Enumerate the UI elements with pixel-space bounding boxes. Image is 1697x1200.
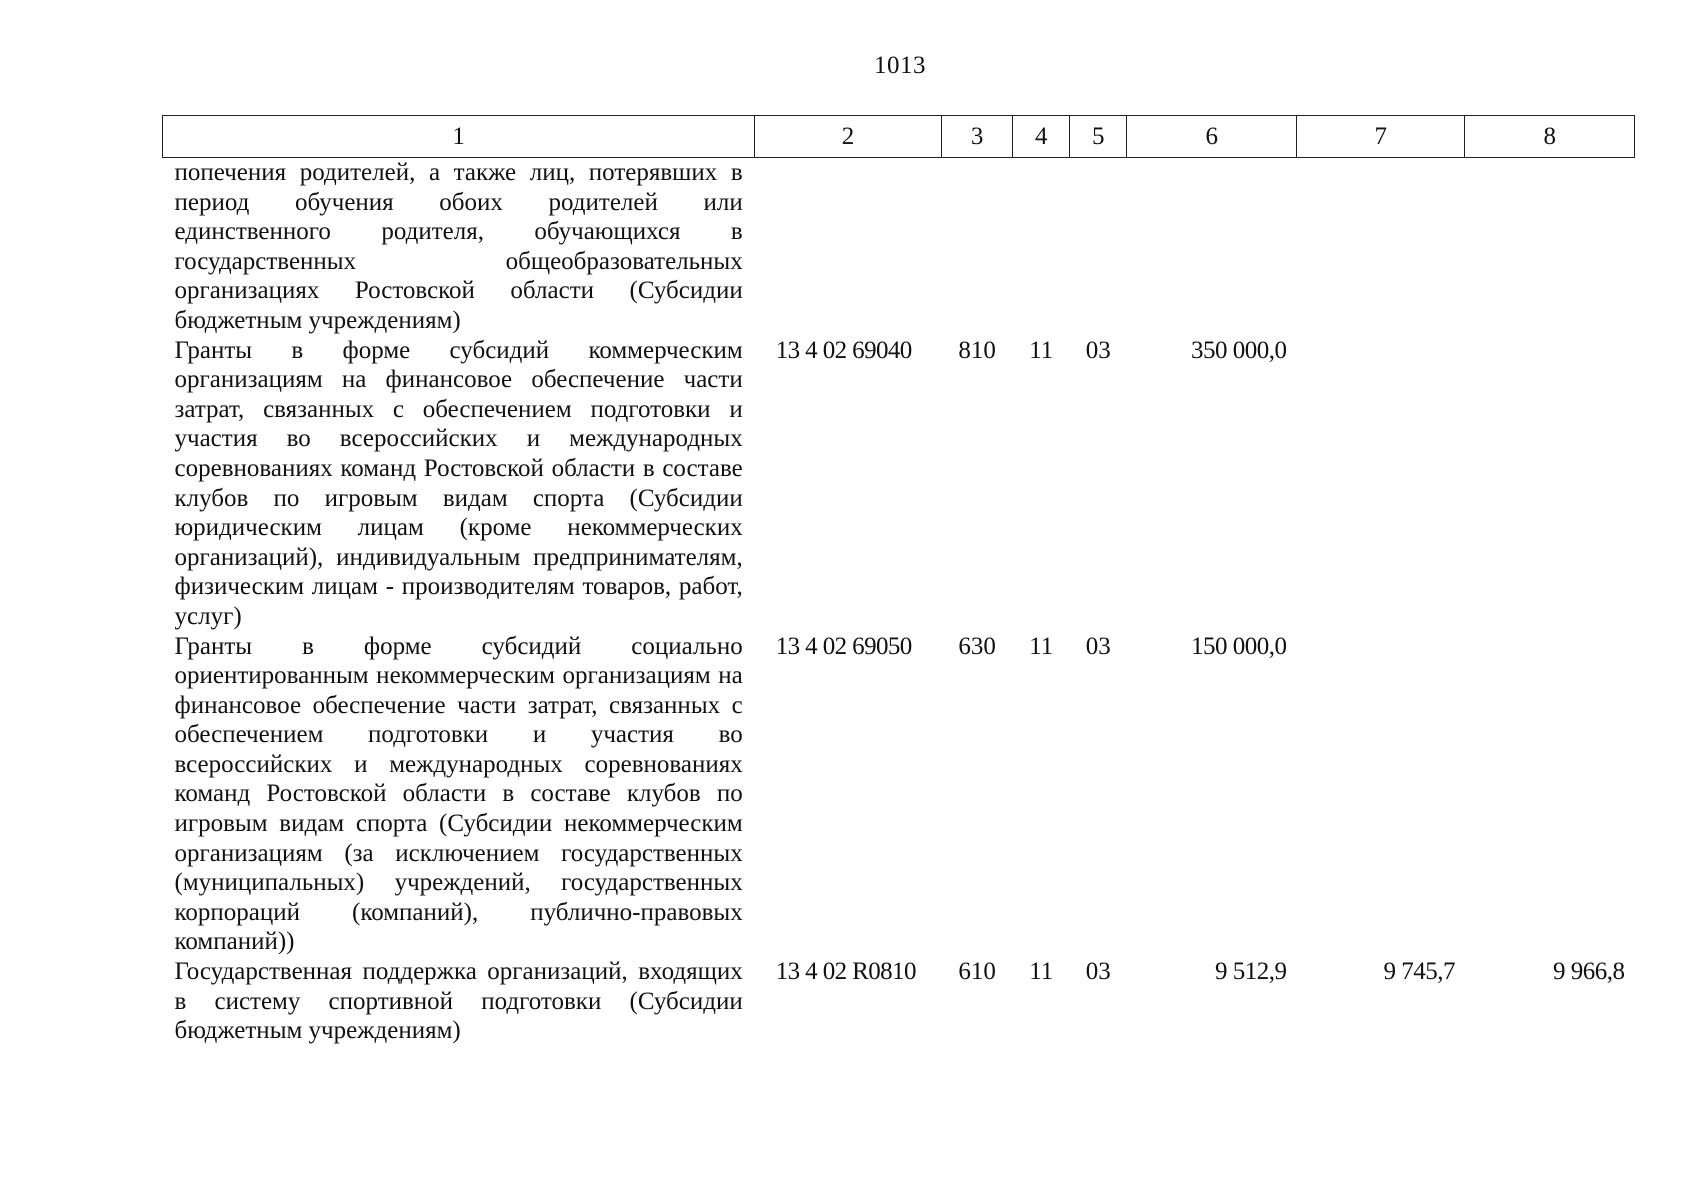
row-amount-1: 150 000,0 [1190, 632, 1287, 660]
row-amount-2: 9 745,7 [1383, 958, 1455, 986]
row-vr: 810 [958, 336, 996, 364]
row-amount-3 [1465, 632, 1635, 958]
table-row [163, 158, 1635, 336]
table-header-row [163, 116, 1635, 158]
row-amount-2 [1296, 336, 1464, 632]
table-row [163, 336, 1635, 632]
page-number: 1013 [874, 52, 926, 79]
row-rz: 11 [1029, 632, 1054, 660]
column-header-1: 1 [163, 116, 755, 158]
row-amount-2 [1296, 632, 1464, 958]
row-description: попечения родителей, а также лиц, потерявших в период обучения обоих родителей или единственного родителя, обучающихся в государственных общеобразовательных организациях Ростовской области (Субсидии бюджетным учреждениям) [174, 159, 743, 334]
row-amount-2 [1296, 158, 1464, 336]
row-pr: 03 [1085, 958, 1111, 986]
row-pr: 03 [1085, 632, 1111, 660]
row-amount-1: 350 000,0 [1190, 336, 1287, 364]
column-header-3: 3 [941, 116, 1013, 158]
column-header-6: 6 [1127, 116, 1296, 158]
column-header-4: 4 [1013, 116, 1069, 158]
row-vr: 610 [958, 958, 996, 986]
row-rz [1013, 158, 1069, 336]
row-description: Государственная поддержка организаций, входящих в систему спортивной подготовки (Субсидии бюджетным учреждениям) [174, 958, 743, 1045]
row-pr: 03 [1085, 336, 1111, 364]
row-amount-1 [1127, 158, 1296, 336]
row-description: Гранты в форме субсидий коммерческим организациям на финансовое обеспечение части затрат, связанных с обеспечением подготовки и участия во всероссийских и международных соревнованиях команд Ростовской области в составе клубов по игровым видам спорта (Субсидии юридическим лицам (кроме некоммерческих организаций), индивидуальным предпринимателям, физическим лицам - производителям товаров, работ, услуг) [174, 336, 743, 630]
column-header-8: 8 [1465, 116, 1635, 158]
row-pr [1069, 158, 1127, 336]
row-code: 13 4 02 69050 [775, 632, 912, 660]
budget-table [162, 115, 1635, 1046]
table-row [163, 957, 1635, 1046]
table-row [163, 632, 1635, 958]
row-vr: 630 [958, 632, 996, 660]
column-header-5: 5 [1069, 116, 1127, 158]
column-header-7: 7 [1296, 116, 1464, 158]
row-code [755, 158, 942, 336]
row-code: 13 4 02 69040 [775, 336, 912, 364]
row-code: 13 4 02 R0810 [775, 958, 916, 986]
row-description: Гранты в форме субсидий социально ориентированным некоммерческим организациям на финансовое обеспечение части затрат, связанных с обеспечением подготовки и участия во всероссийских и международных соревнованиях команд Ростовской области в составе клубов по игровым видам спорта (Субсидии некоммерческим организациям (за исключением государственных (муниципальных) учреждений, государственных корпораций (компаний), публично-правовых компаний)) [174, 632, 743, 956]
row-amount-3: 9 966,8 [1553, 958, 1625, 986]
row-rz: 11 [1029, 336, 1054, 364]
row-vr [941, 158, 1013, 336]
row-rz: 11 [1029, 958, 1054, 986]
row-amount-3 [1465, 158, 1635, 336]
column-header-2: 2 [755, 116, 942, 158]
row-amount-1: 9 512,9 [1214, 958, 1287, 986]
row-amount-3 [1465, 336, 1635, 632]
